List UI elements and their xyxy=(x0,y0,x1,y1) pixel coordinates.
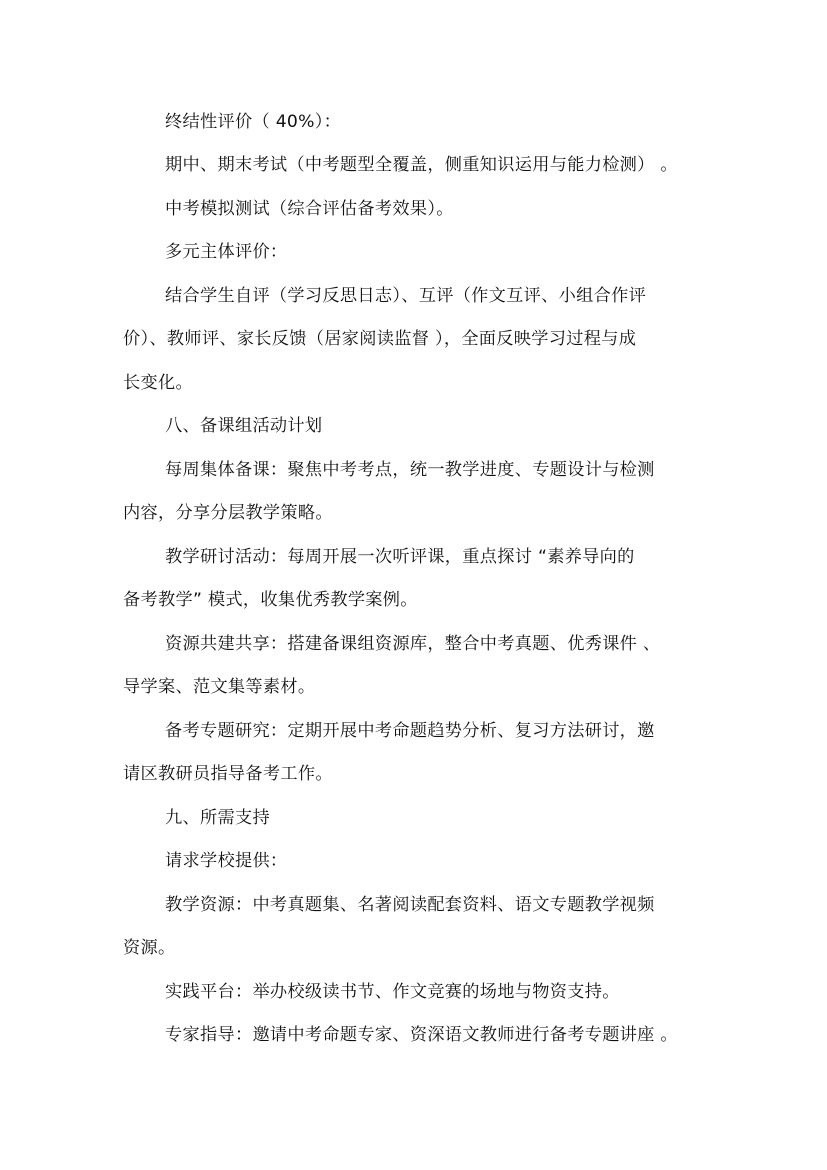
paragraph-line: 每周集体备课：聚焦中考考点，统一教学进度、专题设计与检测 xyxy=(165,460,655,480)
paragraph-line: 备考教学” 模式，收集优秀教学案例。 xyxy=(123,590,418,610)
paragraph-line: 中考模拟测试（综合评估备考效果）。 xyxy=(165,199,454,219)
paragraph-line: 备考专题研究：定期开展中考命题趋势分析、复习方法研讨，邀 xyxy=(165,721,655,741)
paragraph-line: 教学研讨活动：每周开展一次听评课，重点探讨 “素养导向的 xyxy=(165,547,635,567)
paragraph-line: 期中、期末考试（中考题型全覆盖，侧重知识运用与能力检测） 。 xyxy=(165,155,678,175)
paragraph-line: 价）、教师评、家长反馈（居家阅读监督 ），全面反映学习过程与成 xyxy=(123,329,637,349)
paragraph-line: 长变化。 xyxy=(123,373,193,393)
paragraph-line: 导学案、范文集等素材。 xyxy=(123,677,316,697)
paragraph-line: 请求学校提供： xyxy=(165,851,288,871)
paragraph-line: 资源。 xyxy=(123,938,176,958)
paragraph-line: 资源共建共享：搭建备课组资源库，整合中考真题、优秀课件 、 xyxy=(165,634,661,654)
paragraph-line: 专家指导：邀请中考命题专家、资深语文教师进行备考专题讲座 。 xyxy=(165,1025,678,1045)
paragraph-line: 结合学生自评（学习反思日志）、互评（作文互评、小组合作评 xyxy=(165,286,647,306)
paragraph-line: 请区教研员指导备考工作。 xyxy=(123,764,333,784)
section-heading: 九、所需支持 xyxy=(165,808,270,828)
paragraph-line: 实践平台：举办校级读书节、作文竞赛的场地与物资支持。 xyxy=(165,982,620,1002)
paragraph-line: 终结性评价（ 40%）： xyxy=(165,112,342,132)
paragraph-line: 内容，分享分层教学策略。 xyxy=(123,503,333,523)
paragraph-line: 多元主体评价： xyxy=(165,242,288,262)
paragraph-line: 教学资源：中考真题集、名著阅读配套资料、语文专题教学视频 xyxy=(165,895,655,915)
section-heading: 八、备课组活动计划 xyxy=(165,416,323,436)
